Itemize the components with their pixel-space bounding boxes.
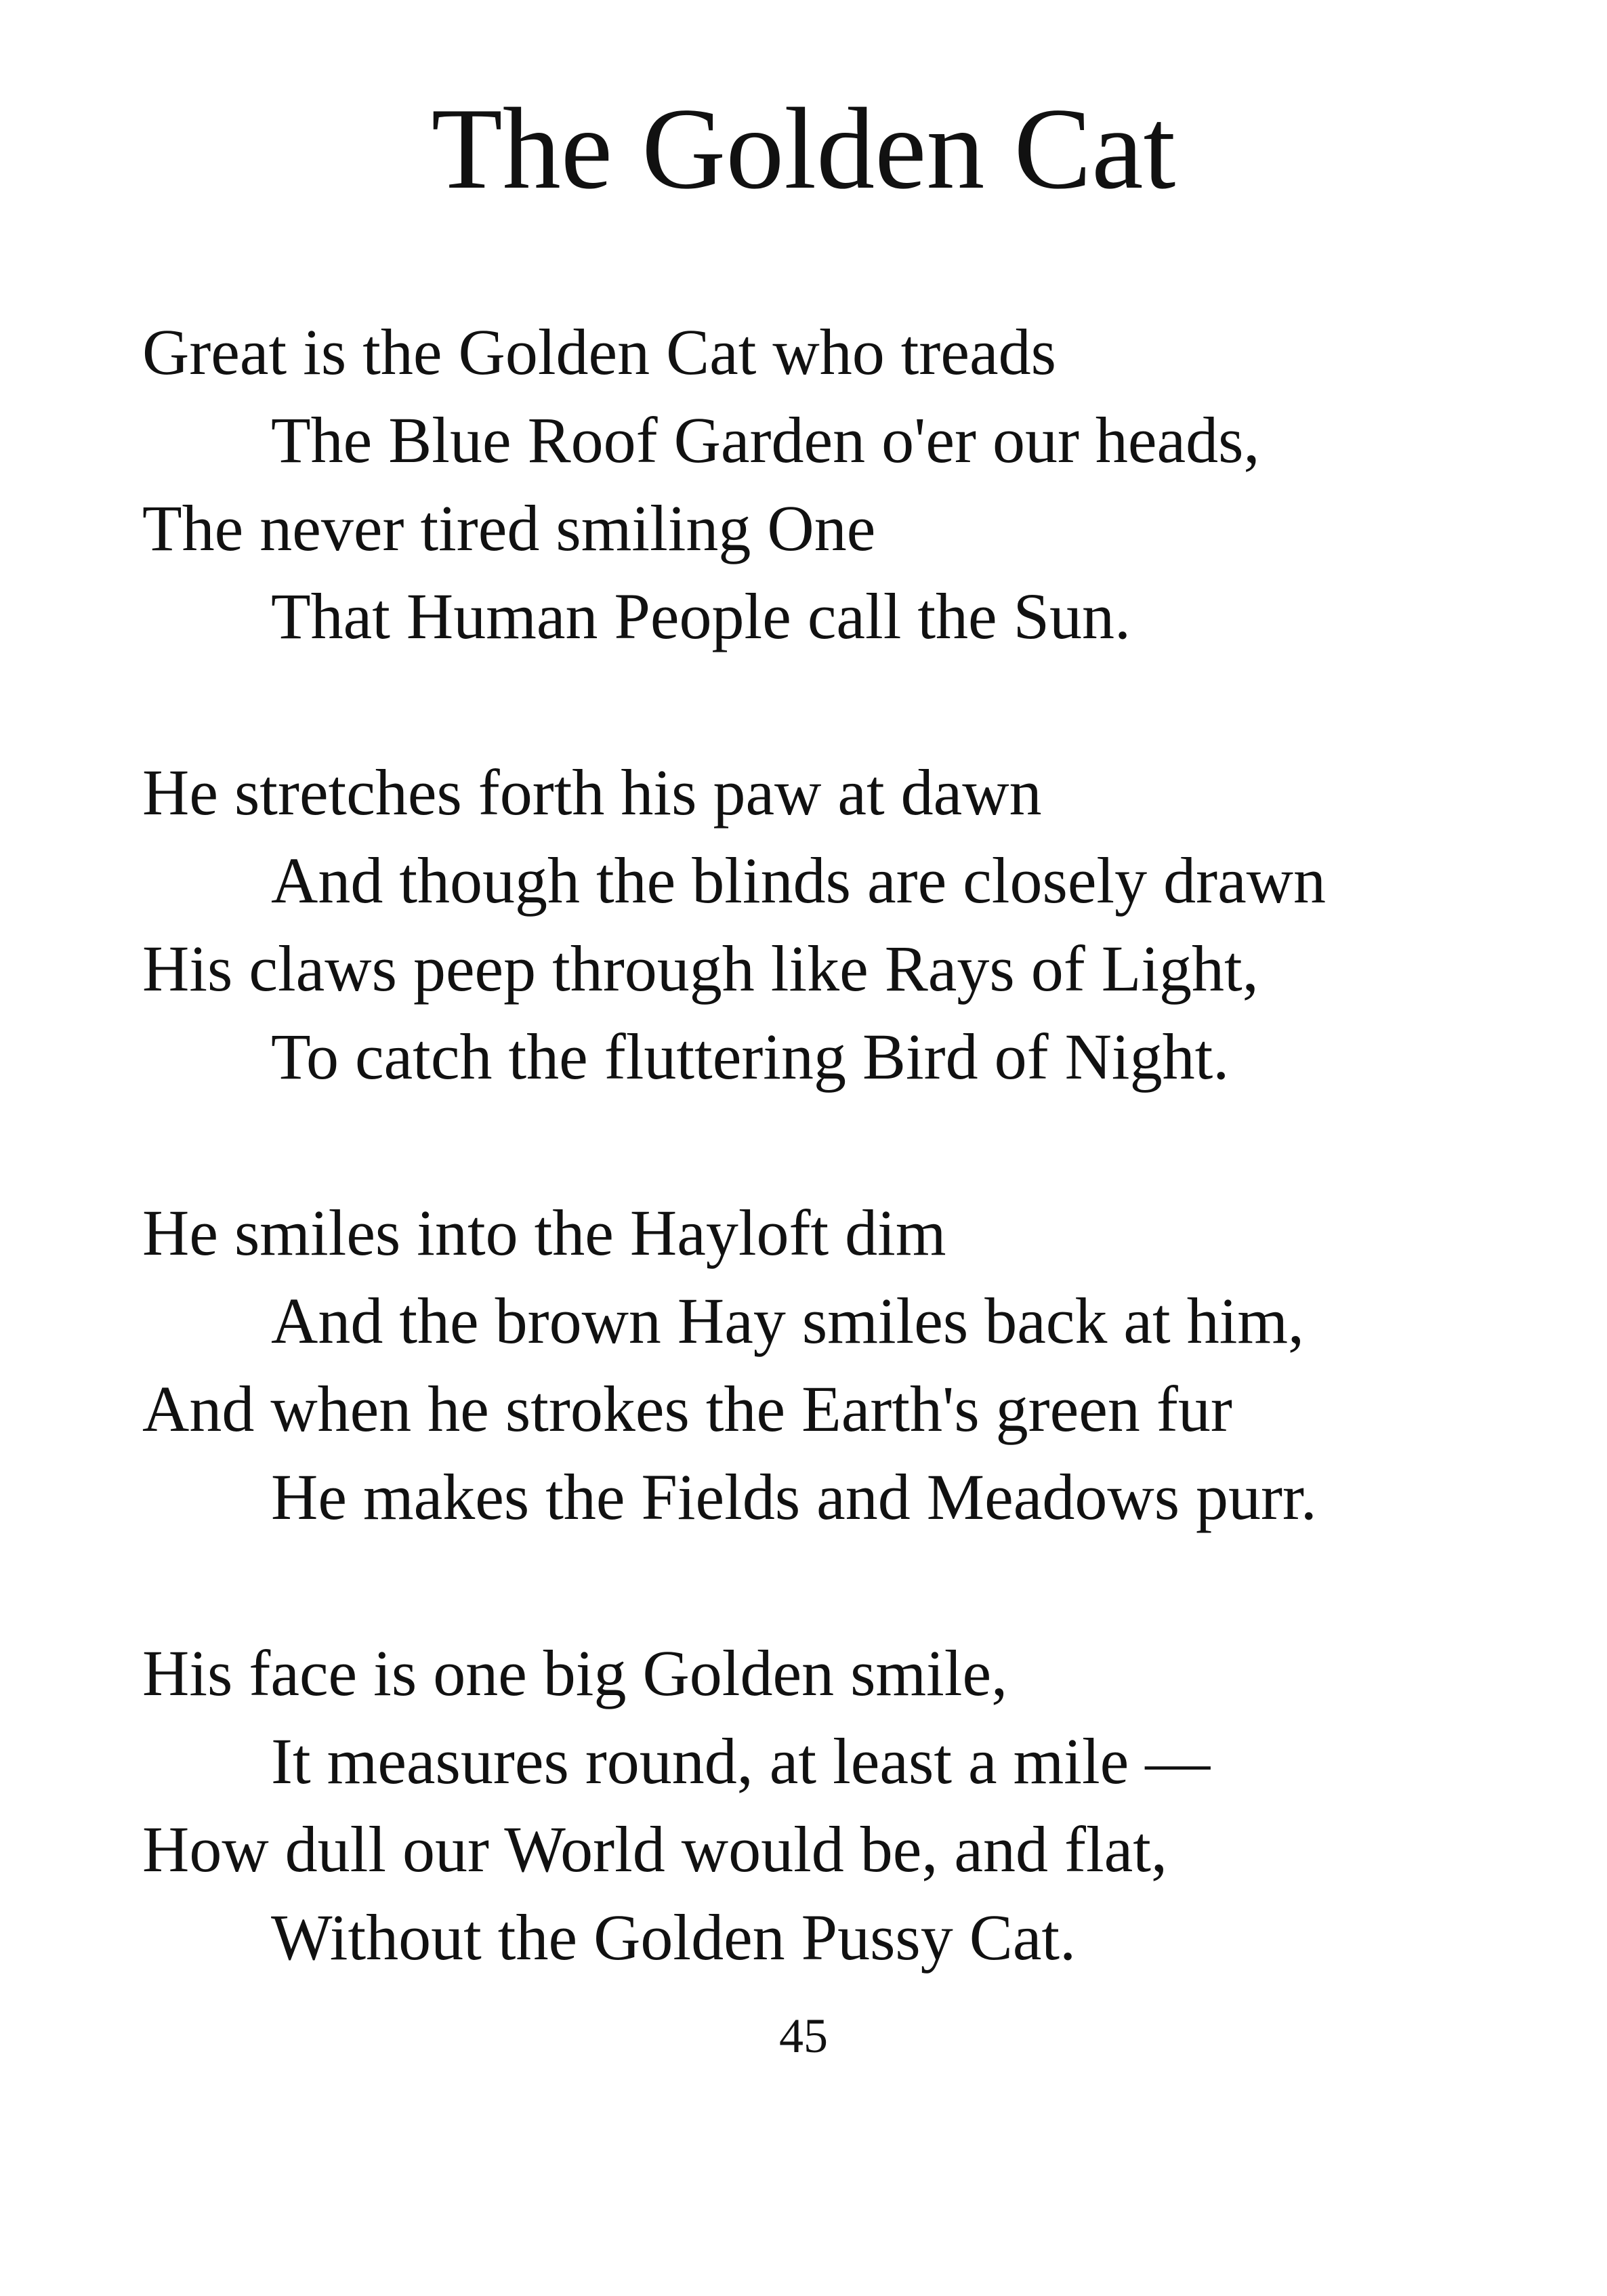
poem-line: Without the Golden Pussy Cat. — [271, 1901, 1077, 1974]
stanza-1 — [142, 308, 1565, 661]
poem-line: His face is one big Golden smile, — [142, 1637, 1008, 1709]
poem-line: To catch the fluttering Bird of Night. — [271, 1020, 1230, 1093]
poem-title: The Golden Cat — [431, 85, 1176, 213]
poem-line: That Human People call the Sun. — [271, 580, 1131, 652]
poem-line: And though the blinds are closely drawn — [271, 844, 1326, 917]
stanza-2 — [142, 749, 1565, 1101]
stanza-3 — [142, 1189, 1565, 1541]
poem-line: The never tired smiling One — [142, 492, 876, 564]
poem-line: It measures round, at least a mile — — [271, 1725, 1211, 1797]
poem-line: And the brown Hay smiles back at him, — [271, 1285, 1305, 1357]
page-number: 45 — [779, 2009, 828, 2063]
stanza-4 — [142, 1629, 1565, 1982]
poem-line: And when he strokes the Earth's green fur — [142, 1373, 1232, 1445]
poem-body — [142, 308, 1565, 2070]
poem-line: The Blue Roof Garden o'er our heads, — [271, 404, 1260, 476]
poem-line: He stretches forth his paw at dawn — [142, 756, 1042, 829]
poem-line: He makes the Fields and Meadows purr. — [271, 1461, 1317, 1533]
poem-line: He smiles into the Hayloft dim — [142, 1196, 946, 1269]
poem-line: How dull our World would be, and flat, — [142, 1813, 1167, 1885]
poem-line: Great is the Golden Cat who treads — [142, 316, 1056, 388]
poem-line: His claws peep through like Rays of Light, — [142, 932, 1259, 1005]
